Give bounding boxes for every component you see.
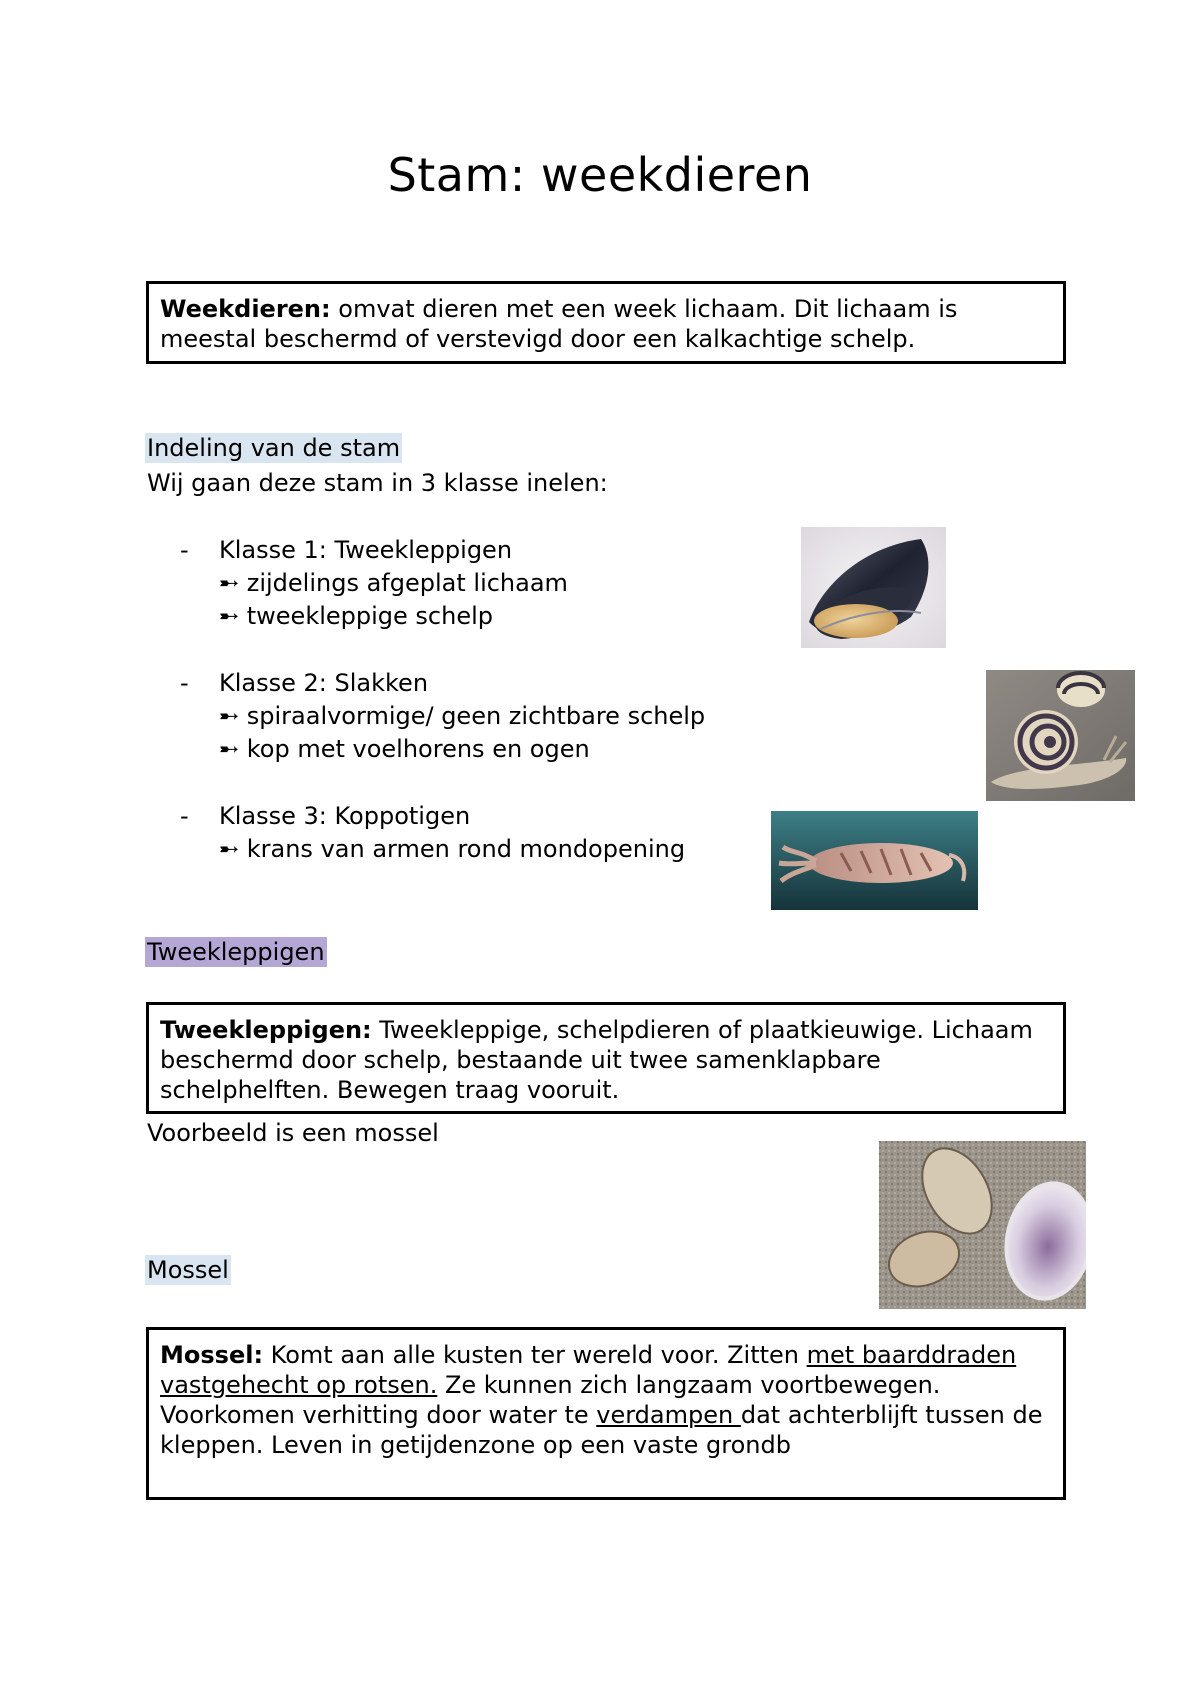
cuttlefish-photo	[771, 811, 978, 910]
definition-box-mossel	[146, 1327, 1066, 1500]
definition-text: Tweekleppige, schelpdieren of plaatkieuwige. Lichaam beschermd door schelp, bestaande uit twee samenklapbare schelphelften. Bewegen traag vooruit.	[160, 1016, 1033, 1104]
definition-term: Mossel:	[160, 1341, 264, 1369]
definition-text: dat achterblijft tussen de kleppen. Leven in getijdenzone op een vaste grondb	[160, 1401, 1043, 1459]
class-item-1	[180, 535, 189, 565]
class-point: ➸ zijdelings afgeplat lichaam	[219, 569, 568, 597]
section-heading-indeling: Indeling van de stam	[147, 434, 401, 462]
dash-bullet: -	[180, 536, 189, 564]
definition-box-tweekleppigen	[146, 1002, 1066, 1114]
definition-term: Tweekleppigen:	[160, 1016, 372, 1044]
arrow-icon: ➸	[219, 602, 240, 630]
section-heading-tweekleppigen: Tweekleppigen	[147, 938, 325, 966]
class-point: ➸ kop met voelhorens en ogen	[219, 735, 590, 763]
page-title: Stam: weekdieren	[387, 148, 813, 202]
arrow-icon: ➸	[219, 835, 240, 863]
underlined-text: met baarddraden vastgehecht op rotsen.	[160, 1341, 1017, 1399]
class-point: ➸ krans van armen rond mondopening	[219, 835, 686, 863]
definition-text: Komt aan alle kusten ter wereld voor. Zitten	[263, 1341, 807, 1369]
class-label-3: Klasse 3: Koppotigen	[219, 802, 471, 830]
definition-text: omvat dieren met een week lichaam. Dit lichaam is meestal beschermd of verstevigd door een kalkachtige schelp.	[160, 295, 958, 353]
arrow-icon: ➸	[219, 702, 240, 730]
shells-photo	[879, 1141, 1086, 1309]
class-point: ➸ tweekleppige schelp	[219, 602, 493, 630]
class-item-3	[180, 801, 189, 831]
example-text: Voorbeeld is een mossel	[147, 1119, 439, 1147]
snail-photo	[986, 670, 1135, 801]
definition-text: Ze kunnen zich langzaam voortbewegen. Voorkomen verhitting door water te	[160, 1371, 941, 1429]
arrow-icon: ➸	[219, 569, 240, 597]
indeling-intro: Wij gaan deze stam in 3 klasse inelen:	[147, 469, 608, 497]
class-point: ➸ spiraalvormige/ geen zichtbare schelp	[219, 702, 706, 730]
class-label-1: Klasse 1: Tweekleppigen	[219, 536, 513, 564]
dash-bullet: -	[180, 802, 189, 830]
class-item-2	[180, 668, 189, 698]
mussel-photo	[801, 527, 946, 648]
class-label-2: Klasse 2: Slakken	[219, 669, 429, 697]
underlined-text: verdampen	[596, 1401, 741, 1429]
dash-bullet: -	[180, 669, 189, 697]
definition-box-weekdieren	[146, 281, 1066, 364]
section-heading-mossel: Mossel	[147, 1256, 229, 1284]
definition-term: Weekdieren:	[160, 295, 331, 323]
arrow-icon: ➸	[219, 735, 240, 763]
